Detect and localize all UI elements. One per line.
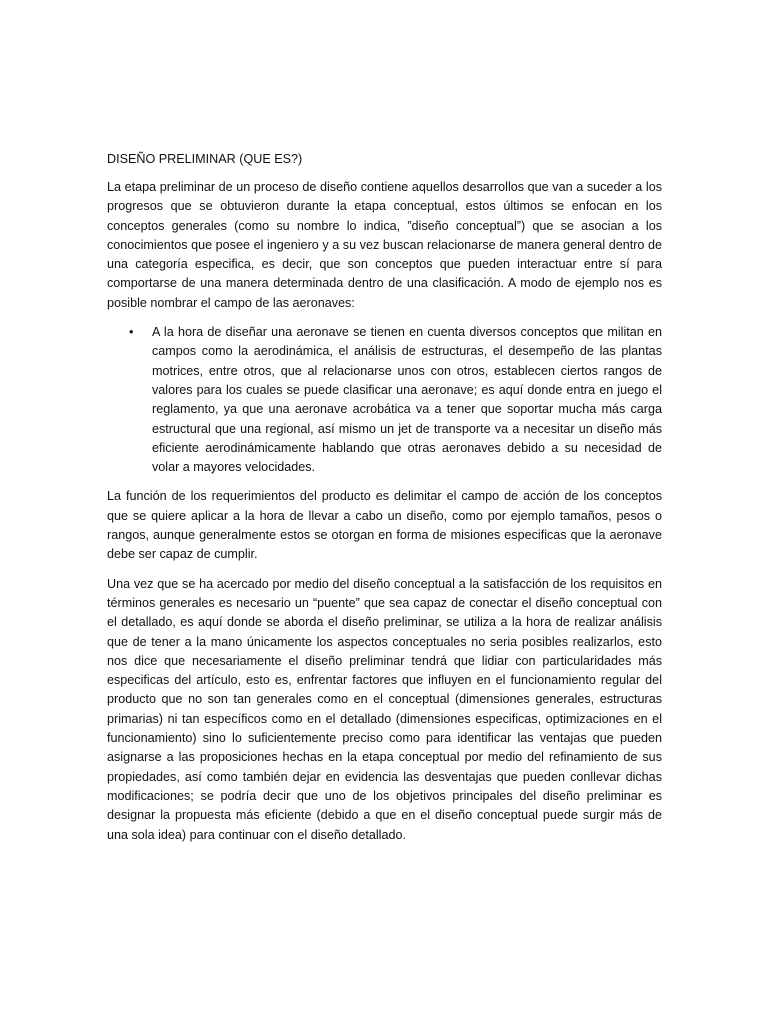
bullet-item	[107, 323, 662, 477]
paragraph-intro: La etapa preliminar de un proceso de diseño contiene aquellos desarrollos que van a suceder a los progresos que se obtuvieron durante la etapa conceptual, estos últimos se enfocan en los conceptos generales (como su nombre lo indica, ”diseño conceptual”) que se asocian a los conocimientos que posee el ingeniero y a su vez buscan relacionarse de manera general dentro de una categoría especifica, es decir, que son conceptos que pueden interactuar entre sí para comportarse de una manera determinada dentro de una clasificación. A modo de ejemplo nos es posible nombrar el campo de las aeronaves:	[107, 180, 662, 310]
bullet-list	[107, 323, 662, 477]
bullet-text: A la hora de diseñar una aeronave se tienen en cuenta diversos conceptos que militan en campos como la aerodinámica, el análisis de estructuras, el desempeño de las plantas motrices, entre otros, que al relacionarse unos con otros, establecen ciertos rangos de valores para los cuales se puede clasificar una aeronave; es aquí donde entra en juego el reglamento, ya que una aeronave acrobática va a tener que soportar mucha más carga estructural que una regional, así mismo un jet de transporte va a necesitar un diseño más eficiente aerodinámicamente hablando que otras aeronaves debido a su necesidad de volar a mayores velocidades.	[152, 325, 662, 475]
document-content	[107, 150, 662, 855]
paragraph-requirements: La función de los requerimientos del producto es delimitar el campo de acción de los conceptos que se quiere aplicar a la hora de llevar a cabo un diseño, como por ejemplo tamaños, pesos o rangos, aunque generalmente estos se otorgan en forma de misiones especificas que la aeronave debe ser capaz de cumplir.	[107, 489, 662, 562]
paragraph-preliminary-design: Una vez que se ha acercado por medio del diseño conceptual a la satisfacción de los requisitos en términos generales es necesario un “puente” que sea capaz de conectar el diseño conceptual con el detallado, es aquí donde se aborda el diseño preliminar, se utiliza a la hora de realizar análisis que de tener a la mano únicamente los aspectos conceptuales no seria posibles realizarlos, esto nos dice que necesariamente el diseño preliminar tendrá que lidiar con particularidades más especificas del artículo, esto es, enfrentar factores que influyen en el funcionamiento regular del producto que no son tan generales como en el conceptual (dimensiones generales, estructuras primarias) ni tan específicos como en el detallado (dimensiones especificas, optimizaciones en el funcionamiento) sino lo suficientemente preciso como para identificar las ventajas que pueden asignarse a las proposiciones hechas en la etapa conceptual por medio del refinamiento de sus propiedades, así como también dejar en evidencia las desventajas que pueden conllevar dichas modificaciones; se podría decir que uno de los objetivos principales del diseño preliminar es designar la propuesta más eficiente (debido a que en el diseño conceptual puede surgir más de una sola idea) para continuar con el diseño detallado.	[107, 576, 662, 842]
bullet-marker: •	[129, 325, 134, 340]
document-title: DISEÑO PRELIMINAR (QUE ES?)	[107, 152, 303, 166]
